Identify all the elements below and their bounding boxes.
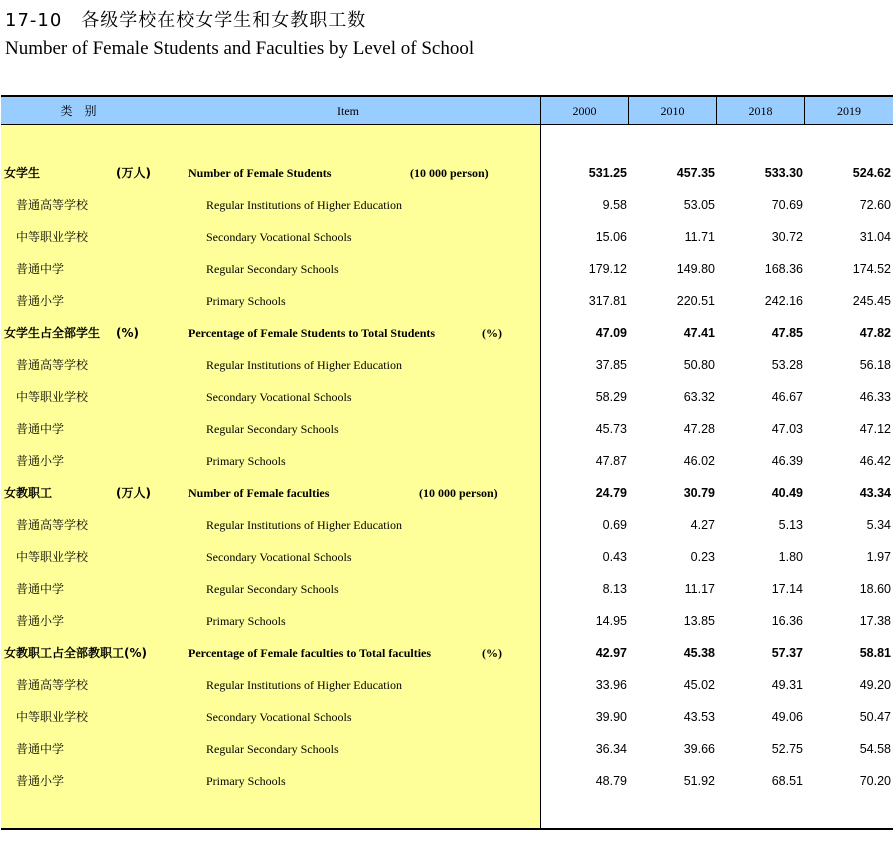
table-row [1, 189, 893, 221]
table-row [1, 413, 893, 445]
value-2010: 63.32 [683, 390, 715, 404]
value-2019: 18.60 [859, 582, 891, 596]
row-label-en: Primary Schools [206, 294, 286, 308]
value-2000: 531.25 [588, 166, 627, 180]
header-year-2018: 2018 [717, 97, 805, 125]
row-label-en: Secondary Vocational Schools [206, 230, 352, 244]
row-label-cn: 女学生 [4, 166, 41, 180]
table-row [1, 733, 893, 765]
value-2019: 56.18 [859, 358, 891, 372]
table-row [1, 349, 893, 381]
header-year-2000: 2000 [541, 97, 629, 125]
value-2018: 70.69 [771, 198, 803, 212]
value-2019: 524.62 [852, 166, 891, 180]
value-2019: 54.58 [859, 742, 891, 756]
row-label-en: Secondary Vocational Schools [206, 390, 352, 404]
row-label-cn: 普通中学 [16, 582, 65, 596]
table-row [1, 573, 893, 605]
data-table [1, 95, 893, 830]
page-title-en: Number of Female Students and Faculties by Level of School [5, 38, 475, 59]
value-2000: 45.73 [595, 422, 627, 436]
row-label-en: Primary Schools [206, 614, 286, 628]
row-label-en: Regular Institutions of Higher Education [206, 518, 402, 532]
table-row [1, 317, 893, 349]
row-unit-en: (%) [482, 326, 502, 340]
value-2010: 149.80 [676, 262, 715, 276]
row-label-en: Secondary Vocational Schools [206, 550, 352, 564]
value-2018: 16.36 [771, 614, 803, 628]
value-2019: 50.47 [859, 710, 891, 724]
value-2000: 36.34 [595, 742, 627, 756]
value-2000: 47.09 [595, 326, 627, 340]
row-label-cn: 女学生占全部学生 [4, 326, 101, 340]
row-label-en: Regular Secondary Schools [206, 262, 339, 276]
table-row [1, 221, 893, 253]
value-2010: 4.27 [690, 518, 715, 532]
value-2018: 52.75 [771, 742, 803, 756]
table-header [1, 95, 893, 125]
value-2019: 49.20 [859, 678, 891, 692]
row-label-en: Regular Secondary Schools [206, 582, 339, 596]
row-label-cn: 普通小学 [16, 774, 65, 788]
value-2000: 8.13 [602, 582, 627, 596]
row-label-cn: 普通中学 [16, 262, 65, 276]
row-label-en: Regular Institutions of Higher Education [206, 358, 402, 372]
value-2018: 49.06 [771, 710, 803, 724]
row-label-cn: 普通中学 [16, 742, 65, 756]
value-2000: 14.95 [595, 614, 627, 628]
table-row [1, 669, 893, 701]
row-label-cn: 普通小学 [16, 614, 65, 628]
value-2000: 58.29 [595, 390, 627, 404]
row-label-cn: 女教职工占全部教职工(%) [4, 646, 147, 660]
value-2019: 1.97 [866, 550, 891, 564]
value-2000: 37.85 [595, 358, 627, 372]
row-label-cn: 普通中学 [16, 422, 65, 436]
row-label-cn: 普通小学 [16, 454, 65, 468]
row-unit-cn: (万人) [116, 166, 151, 180]
value-2018: 47.03 [771, 422, 803, 436]
value-2010: 51.92 [683, 774, 715, 788]
value-2018: 1.80 [778, 550, 803, 564]
value-2010: 43.53 [683, 710, 715, 724]
value-2019: 43.34 [859, 486, 891, 500]
value-2019: 17.38 [859, 614, 891, 628]
value-2018: 40.49 [771, 486, 803, 500]
table-row [1, 477, 893, 509]
row-label-en: Secondary Vocational Schools [206, 710, 352, 724]
value-2018: 46.67 [771, 390, 803, 404]
table-row [1, 765, 893, 797]
row-label-en: Number of Female Students [188, 166, 332, 180]
value-2018: 46.39 [771, 454, 803, 468]
value-2010: 45.38 [683, 646, 715, 660]
table-row [1, 285, 893, 317]
value-2018: 168.36 [764, 262, 803, 276]
value-2019: 47.12 [859, 422, 891, 436]
row-label-en: Regular Secondary Schools [206, 742, 339, 756]
value-2019: 47.82 [859, 326, 891, 340]
row-unit-en: (%) [482, 646, 502, 660]
value-2019: 46.42 [859, 454, 891, 468]
value-2000: 9.58 [602, 198, 627, 212]
value-2018: 53.28 [771, 358, 803, 372]
value-2010: 11.71 [684, 230, 715, 244]
value-2000: 15.06 [595, 230, 627, 244]
table-row [1, 701, 893, 733]
value-2010: 46.02 [683, 454, 715, 468]
value-2010: 47.41 [683, 326, 715, 340]
value-2010: 53.05 [683, 198, 715, 212]
value-2000: 47.87 [595, 454, 627, 468]
value-2010: 0.23 [690, 550, 715, 564]
row-label-en: Primary Schools [206, 454, 286, 468]
value-2000: 39.90 [595, 710, 627, 724]
value-2019: 70.20 [859, 774, 891, 788]
table-bottom-border [1, 828, 893, 830]
value-2018: 5.13 [778, 518, 803, 532]
value-2000: 0.43 [602, 550, 627, 564]
row-label-en: Regular Institutions of Higher Education [206, 678, 402, 692]
row-label-cn: 中等职业学校 [16, 710, 89, 724]
row-label-en: Regular Secondary Schools [206, 422, 339, 436]
table-row [1, 381, 893, 413]
table-row [1, 605, 893, 637]
value-2018: 49.31 [771, 678, 803, 692]
value-2019: 46.33 [859, 390, 891, 404]
row-unit-cn: (%) [116, 326, 139, 340]
page-title-cn: 17-10 各级学校在校女学生和女教职工数 [5, 10, 367, 31]
row-unit-en: (10 000 person) [419, 486, 498, 500]
value-2010: 50.80 [683, 358, 715, 372]
row-label-cn: 中等职业学校 [16, 550, 89, 564]
value-2000: 42.97 [595, 646, 627, 660]
value-2010: 45.02 [683, 678, 715, 692]
header-year-2010: 2010 [629, 97, 717, 125]
header-category: 类 别 [60, 104, 97, 118]
value-2000: 24.79 [595, 486, 627, 500]
value-2010: 30.79 [683, 486, 715, 500]
table-row [1, 637, 893, 669]
row-label-en: Primary Schools [206, 774, 286, 788]
table-row [1, 445, 893, 477]
table-row [1, 157, 893, 189]
row-label-en: Percentage of Female Students to Total Students [188, 326, 436, 340]
value-2018: 57.37 [771, 646, 803, 660]
value-2000: 48.79 [595, 774, 627, 788]
value-2018: 47.85 [771, 326, 803, 340]
row-label-en: Regular Institutions of Higher Education [206, 198, 402, 212]
table-row [1, 253, 893, 285]
header-year-2019: 2019 [837, 104, 861, 118]
value-2019: 58.81 [859, 646, 891, 660]
value-2018: 30.72 [771, 230, 803, 244]
row-label-cn: 女教职工 [4, 486, 53, 500]
row-unit-cn: (万人) [116, 486, 151, 500]
value-2010: 39.66 [683, 742, 715, 756]
value-2000: 0.69 [602, 518, 627, 532]
value-2018: 17.14 [771, 582, 803, 596]
value-2018: 68.51 [771, 774, 803, 788]
value-2018: 533.30 [764, 166, 803, 180]
value-2010: 220.51 [676, 294, 715, 308]
row-label-cn: 普通高等学校 [16, 198, 89, 212]
value-2019: 72.60 [859, 198, 891, 212]
row-label-cn: 普通高等学校 [16, 678, 89, 692]
table-row [1, 541, 893, 573]
row-label-cn: 普通小学 [16, 294, 65, 308]
value-2019: 5.34 [866, 518, 891, 532]
value-2010: 13.85 [683, 614, 715, 628]
value-2018: 242.16 [764, 294, 803, 308]
row-label-en: Percentage of Female faculties to Total faculties [188, 646, 432, 660]
value-2000: 179.12 [588, 262, 627, 276]
value-2000: 317.81 [588, 294, 627, 308]
row-label-en: Number of Female faculties [188, 486, 330, 500]
table-row [1, 509, 893, 541]
value-2000: 33.96 [595, 678, 627, 692]
row-label-cn: 普通高等学校 [16, 358, 89, 372]
row-label-cn: 普通高等学校 [16, 518, 89, 532]
value-2019: 31.04 [859, 230, 891, 244]
header-item: Item [156, 97, 541, 125]
value-2010: 11.17 [684, 582, 715, 596]
value-2019: 245.45 [852, 294, 891, 308]
row-label-cn: 中等职业学校 [16, 390, 89, 404]
value-2019: 174.52 [852, 262, 891, 276]
value-2010: 457.35 [676, 166, 715, 180]
row-unit-en: (10 000 person) [410, 166, 489, 180]
row-label-cn: 中等职业学校 [16, 230, 89, 244]
value-2010: 47.28 [683, 422, 715, 436]
